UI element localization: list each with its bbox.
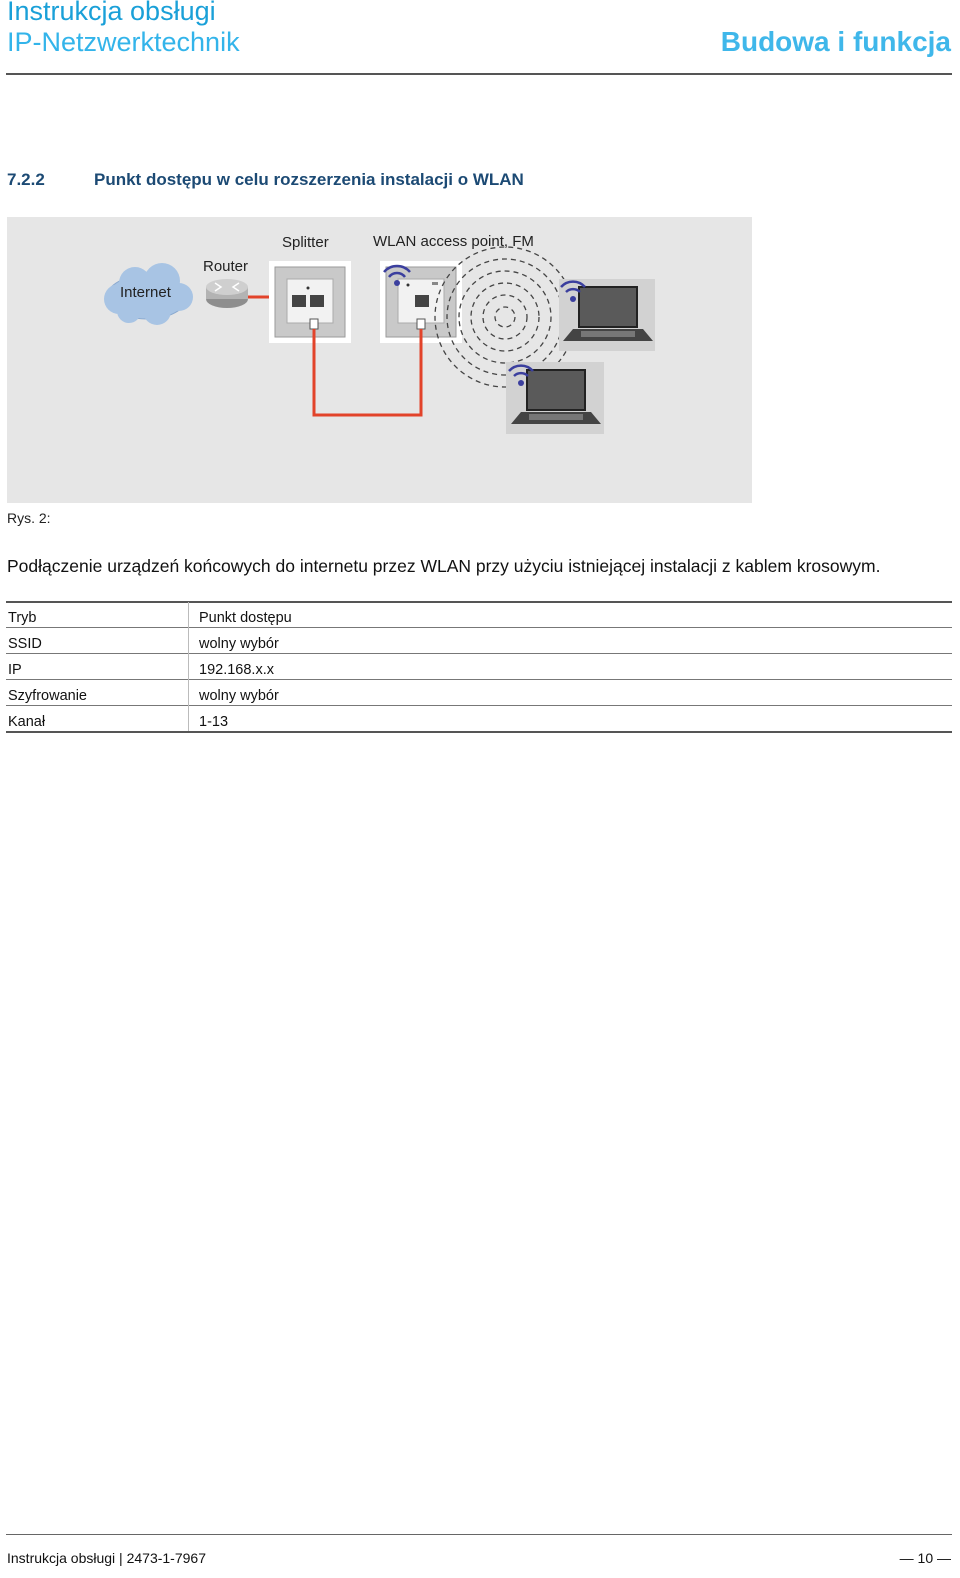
header-section-title: Budowa i funkcja: [720, 26, 951, 57]
page-number: — 10 —: [899, 1550, 951, 1566]
settings-table: [6, 602, 952, 733]
figure-caption: Podłączenie urządzeń końcowych do internetu przez WLAN przy użyciu istniejącej instalacji z kablem krosowym.: [7, 556, 881, 576]
table-row: [6, 654, 952, 680]
table-row: [6, 602, 952, 628]
table-key-cell: SSID: [6, 628, 189, 654]
table-key-cell: IP: [6, 654, 189, 680]
table-value-cell: wolny wybór: [199, 636, 279, 652]
table-value-cell: wolny wybór: [199, 688, 279, 704]
network-diagram-graphic: [7, 217, 752, 503]
splitter-socket-icon: [269, 261, 351, 343]
table-key-cell: Szyfrowanie: [6, 680, 189, 706]
label-splitter: Splitter: [282, 234, 329, 251]
table-value-cell: Punkt dostępu: [199, 610, 292, 626]
router-icon: [206, 279, 248, 308]
footer-divider: [6, 1534, 952, 1535]
header-title-line2: IP-Netzwerktechnik: [7, 27, 240, 57]
table-row: [6, 628, 952, 654]
network-diagram: [7, 217, 752, 503]
table-row: [6, 680, 952, 706]
footer-document-id: Instrukcja obsługi | 2473-1-7967: [7, 1550, 206, 1566]
header-divider: [6, 73, 952, 75]
table-row: [6, 706, 952, 733]
section-number: 7.2.2: [7, 170, 45, 189]
table-key-cell: Kanał: [6, 706, 189, 733]
section-title: Punkt dostępu w celu rozszerzenia instalacji o WLAN: [94, 170, 524, 189]
figure-number: Rys. 2:: [7, 510, 51, 526]
table-value-cell: 192.168.x.x: [199, 662, 274, 678]
table-value-cell: 1-13: [199, 714, 229, 730]
label-router: Router: [203, 258, 249, 275]
table-key-cell: Tryb: [6, 602, 189, 628]
header-title-line1: Instrukcja obsługi: [7, 0, 216, 26]
label-internet: Internet: [120, 284, 171, 301]
label-access-point: WLAN access point, FM: [373, 233, 534, 250]
